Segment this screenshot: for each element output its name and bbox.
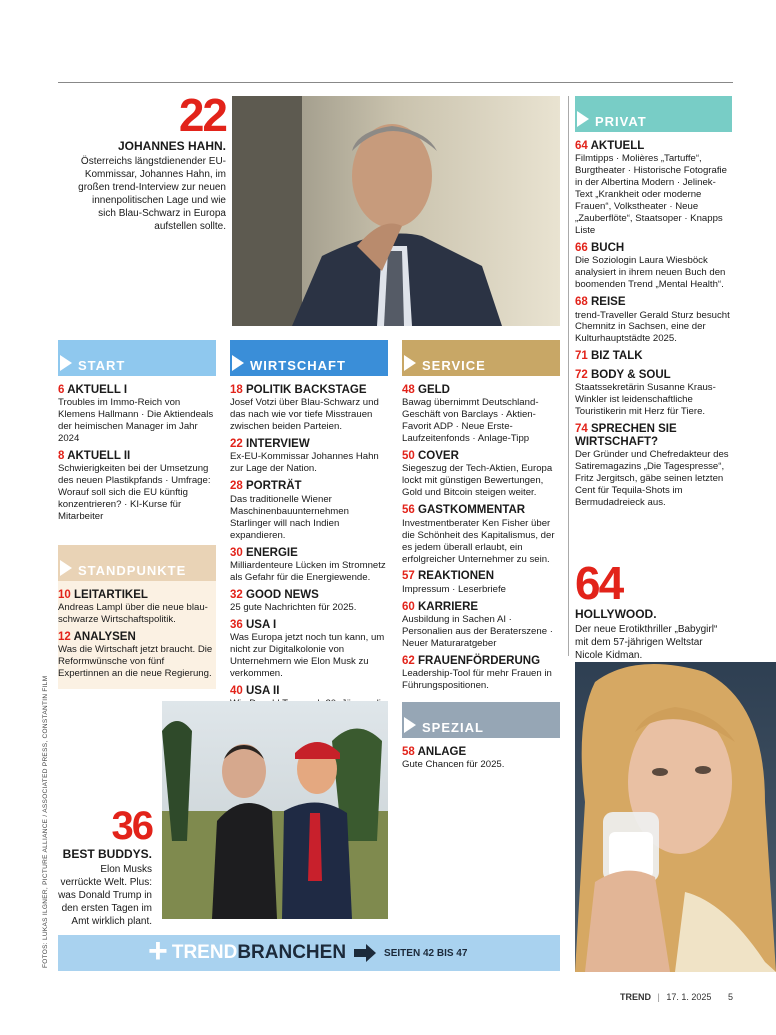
toc-entry[interactable]: [230, 438, 388, 475]
toc-entry-text: Filmtipps · Molières „Tartuffe“, Burgtheater · Historische Fotografie in der Albertina Modern · Jelinek-Text „Krankheit oder moderne Frauen“, Volkstheater · Neue „Zauberflöte“, Staatsoper · Knapps Liste: [575, 153, 727, 237]
section-service-label: SERVICE: [422, 358, 486, 373]
toc-entry-number: 18: [230, 384, 243, 396]
musk-trump-photo: [162, 701, 388, 919]
toc-entry-number: 40: [230, 685, 243, 698]
toc-entry-number: 32: [230, 588, 243, 601]
toc-entry-text: Troubles im Immo-Reich von Klemens Hallmann · Die Aktiendeals der heimischen Manager im Jahr 2024: [58, 397, 214, 445]
toc-entry[interactable]: [402, 746, 560, 771]
toc-entry-title: INTERVIEW: [246, 438, 310, 451]
toc-entry-text: Milliardenteure Lücken im Stromnetz als Gefahr für die Energiewende.: [230, 559, 386, 583]
section-spezial-header: [402, 702, 560, 738]
toc-entry-number: 72: [575, 368, 588, 381]
section-privat-entries: [575, 140, 732, 509]
toc-entry-title: GOOD NEWS: [246, 588, 319, 601]
footer-separator: |: [657, 992, 660, 1002]
toc-entry-number: 36: [230, 618, 243, 631]
feature-hahn: [76, 89, 226, 233]
toc-entry-number: 71: [575, 350, 588, 363]
toc-entry-number: 28: [230, 480, 243, 493]
toc-entry-text: Was Europa jetzt noch tun kann, um nicht zur Digitalkolonie von Unternehmern wie Elon Musk zu verkommen.: [230, 632, 385, 680]
toc-entry-text: Gute Chancen für 2025.: [402, 759, 505, 771]
toc-entry[interactable]: [575, 369, 732, 418]
toc-entry[interactable]: [575, 296, 732, 345]
toc-entry-number: 30: [230, 546, 243, 559]
section-wirtschaft: [230, 340, 388, 727]
feature-buddys-text: Elon Musks verrückte Welt. Plus: was Donald Trump in den ersten Tagen im Amt wirklich plant.: [58, 864, 152, 928]
toc-entry-number: 22: [230, 438, 243, 451]
banner-pages: SEITEN 42 BIS 47: [384, 947, 468, 959]
section-start: [58, 340, 216, 528]
banner-branchen: BRANCHEN: [237, 942, 347, 963]
toc-entry[interactable]: [575, 140, 732, 237]
toc-entry-title: BUCH: [591, 242, 625, 255]
toc-entry-number: 58: [402, 746, 415, 758]
toc-entry[interactable]: [230, 384, 388, 433]
toc-entry-title: KARRIERE: [418, 600, 479, 613]
trend-branchen-banner[interactable]: [58, 932, 560, 971]
arrow-icon: [577, 111, 589, 127]
toc-entry-text: trend-Traveller Gerald Sturz besucht Chemnitz in Sachsen, eine der Kulturhauptstädte 2025.: [575, 309, 730, 345]
feature-hahn-text: Österreichs längstdienender EU-Kommissar, Johannes Hahn, im großen trend-Interview zur neuen innenpolitischen Lage und wie sich Blau-Schwarz in Europa aufstellen sollte.: [78, 156, 226, 233]
feature-hahn-title: JOHANNES HAHN.: [117, 139, 226, 153]
toc-entry-title: COVER: [418, 450, 459, 463]
section-wirtschaft-entries: [230, 384, 388, 722]
feature-hollywood-number: 64: [575, 557, 623, 609]
arrow-icon: [404, 355, 416, 371]
toc-entry[interactable]: [230, 589, 388, 614]
toc-entry-number: 64: [575, 140, 588, 152]
feature-hahn-number: 22: [178, 89, 226, 141]
section-privat-label: PRIVAT: [595, 114, 647, 129]
toc-entry[interactable]: [58, 450, 216, 523]
toc-entry-title: SPRECHEN SIE WIRTSCHAFT?: [575, 422, 677, 449]
section-start-header: [58, 340, 216, 376]
toc-entry-number: 60: [402, 600, 415, 613]
toc-entry-text: Andreas Lampl über die neue blau-schwarze Wirtschaftspolitik.: [58, 602, 208, 626]
toc-entry-title: POLITIK BACKSTAGE: [246, 384, 367, 396]
footer-date: 17. 1. 2025: [666, 992, 712, 1002]
toc-entry-text: Siegeszug der Tech-Aktien, Europa lockt mit günstigen Bewertungen, Gold und Bitcoin steigen weiter.: [402, 463, 553, 499]
toc-entry-number: 66: [575, 242, 588, 255]
toc-entry-number: 48: [402, 384, 415, 396]
top-rule: [58, 82, 733, 83]
toc-entry-text: Die Soziologin Laura Wiesböck analysiert in ihrem neuen Buch den boomenden Trend „Mental Health“.: [575, 255, 726, 291]
toc-entry[interactable]: [402, 601, 560, 650]
section-privat: [575, 96, 732, 514]
toc-entry[interactable]: [575, 423, 732, 509]
section-spezial-entries: [402, 746, 560, 771]
toc-entry[interactable]: [402, 450, 560, 499]
arrow-right-icon: [352, 942, 378, 964]
toc-entry-title: GASTKOMMENTAR: [418, 504, 526, 517]
toc-entry-number: 50: [402, 450, 415, 463]
toc-entry-number: 74: [575, 422, 588, 435]
section-standpunkte: [58, 545, 216, 689]
toc-entry-title: ANLAGE: [417, 746, 467, 758]
toc-entry-title: USA I: [246, 618, 277, 631]
toc-entry-title: ANALYSEN: [73, 631, 136, 644]
toc-entry-title: REISE: [591, 296, 626, 309]
toc-entry[interactable]: [230, 619, 388, 680]
feature-hollywood-title: HOLLYWOOD.: [575, 607, 657, 621]
toc-entry-text: Das traditionelle Wiener Maschinenbauunternehmen Starlinger will nach Indien expandieren.: [230, 493, 349, 541]
toc-entry[interactable]: [230, 547, 388, 584]
section-service-entries: [402, 384, 560, 692]
toc-entry[interactable]: [402, 570, 560, 595]
toc-entry-number: 68: [575, 296, 588, 309]
toc-entry-text: 25 gute Nachrichten für 2025.: [230, 601, 357, 613]
kidman-photo: [575, 662, 776, 972]
section-wirtschaft-label: WIRTSCHAFT: [250, 358, 346, 373]
section-start-entries: [58, 384, 216, 523]
feature-buddys-number: 36: [111, 804, 152, 848]
section-standpunkte-entries: [58, 589, 216, 680]
toc-entry-title: AKTUELL II: [67, 450, 131, 463]
arrow-icon: [60, 355, 72, 371]
toc-entry[interactable]: [575, 242, 732, 291]
toc-entry-title: USA II: [246, 685, 280, 698]
banner-trend: TREND: [171, 942, 238, 963]
feature-buddys: [58, 806, 152, 928]
section-standpunkte-header: [58, 545, 216, 581]
toc-entry-number: 6: [58, 384, 65, 396]
toc-entry-title: FRAUENFÖRDERUNG: [418, 654, 541, 667]
toc-entry-title: BIZ TALK: [591, 350, 643, 363]
section-spezial: [402, 702, 560, 776]
page-number: 5: [727, 992, 733, 1002]
arrow-icon: [232, 355, 244, 371]
toc-entry-title: REAKTIONEN: [418, 570, 495, 583]
toc-entry-title: LEITARTIKEL: [74, 589, 148, 601]
feature-hollywood: [575, 557, 732, 662]
toc-entry[interactable]: [402, 655, 560, 692]
toc-entry-number: 56: [402, 504, 415, 517]
toc-entry-number: 57: [402, 570, 415, 583]
toc-entry-text: Ex-EU-Kommissar Johannes Hahn zur Lage der Nation.: [230, 451, 379, 475]
section-service-header: [402, 340, 560, 376]
toc-entry-text: Schwierigkeiten bei der Umsetzung des neuen Plastikpfands · Umfrage: Worauf soll sich die EU künftig konzentrieren? · KI-Kurse für Mitarbeiter: [58, 463, 211, 523]
section-standpunkte-label: STANDPUNKTE: [78, 563, 187, 578]
toc-entry-text: Staatssekretärin Susanne Kraus-Winkler ist leidenschaftliche Touristikerin mit Herz für Tiere.: [575, 381, 716, 417]
footer-brand: TREND: [620, 992, 651, 1002]
feature-buddys-title: BEST BUDDYS.: [62, 847, 152, 861]
toc-entry-text: Investmentberater Ken Fisher über die Schönheit des Kapitalismus, der es jedem überall erlaubt, ein erfolgreicher Unternehmer zu sein.: [402, 517, 555, 565]
toc-entry-title: ENERGIE: [246, 546, 298, 559]
toc-entry[interactable]: [58, 589, 216, 626]
toc-entry-text: Ausbildung in Sachen AI · Personalien aus der Beraterszene · Neuer Maturaratgeber: [402, 613, 553, 649]
section-wirtschaft-header: [230, 340, 388, 376]
toc-entry-text: Josef Votzi über Blau-Schwarz und das nach wie vor tiefe Misstrauen zwischen beiden Parteien.: [230, 397, 379, 433]
hahn-photo: [232, 96, 560, 326]
toc-entry[interactable]: [58, 384, 216, 445]
arrow-icon: [404, 717, 416, 733]
toc-entry-number: 12: [58, 631, 71, 644]
feature-hollywood-text: Der neue Erotikthriller „Babygirl“ mit dem 57-jährigen Weltstar Nicole Kidman.: [575, 624, 718, 662]
plus-icon: +: [148, 932, 168, 970]
toc-entry-number: 62: [402, 654, 415, 667]
toc-entry-text: Bawag übernimmt Deutschland-Geschäft von Barclays · Aktien-Favorit ADP · Neue Erste-Laufzeitenfonds · Anlage-Tipp: [402, 397, 539, 445]
toc-entry-title: GELD: [418, 384, 450, 396]
photo-credit: FOTOS: LUKAS ILGNER, PICTURE ALLIANCE / ASSOCIATED PRESS, CONSTANTIN FILM: [42, 675, 49, 968]
toc-entry-text: Der Gründer und Chefredakteur des Satiremagazins „Die Tagespresse“, Fritz Jergitsch, gäbe seinen letzten Cent für Tequila-Shots im Bermudadreieck aus.: [575, 449, 729, 509]
arrow-icon: [60, 560, 72, 576]
toc-entry-number: 10: [58, 589, 71, 601]
toc-entry-title: BODY & SOUL: [591, 368, 671, 381]
toc-entry-title: PORTRÄT: [246, 480, 302, 493]
toc-entry[interactable]: [575, 350, 732, 363]
toc-entry-text: Leadership-Tool für mehr Frauen in Führungspositionen.: [402, 668, 552, 692]
toc-entry-title: AKTUELL I: [67, 384, 128, 396]
toc-entry-text: Impressum · Leserbriefe: [402, 583, 506, 595]
column-divider: [568, 96, 569, 656]
toc-entry[interactable]: [58, 631, 216, 680]
toc-entry-number: 8: [58, 450, 65, 463]
section-service: [402, 340, 560, 697]
toc-entry[interactable]: [402, 384, 560, 445]
section-privat-header: [575, 96, 732, 132]
toc-entry-text: Was die Wirtschaft jetzt braucht. Die Reformwünsche von fünf Expertinnen an die neue Regierung.: [58, 644, 213, 680]
page-footer: [620, 992, 733, 1002]
section-start-label: START: [78, 358, 126, 373]
section-spezial-label: SPEZIAL: [422, 720, 484, 735]
toc-entry[interactable]: [402, 504, 560, 565]
toc-entry[interactable]: [230, 480, 388, 541]
toc-entry-title: AKTUELL: [590, 140, 645, 152]
